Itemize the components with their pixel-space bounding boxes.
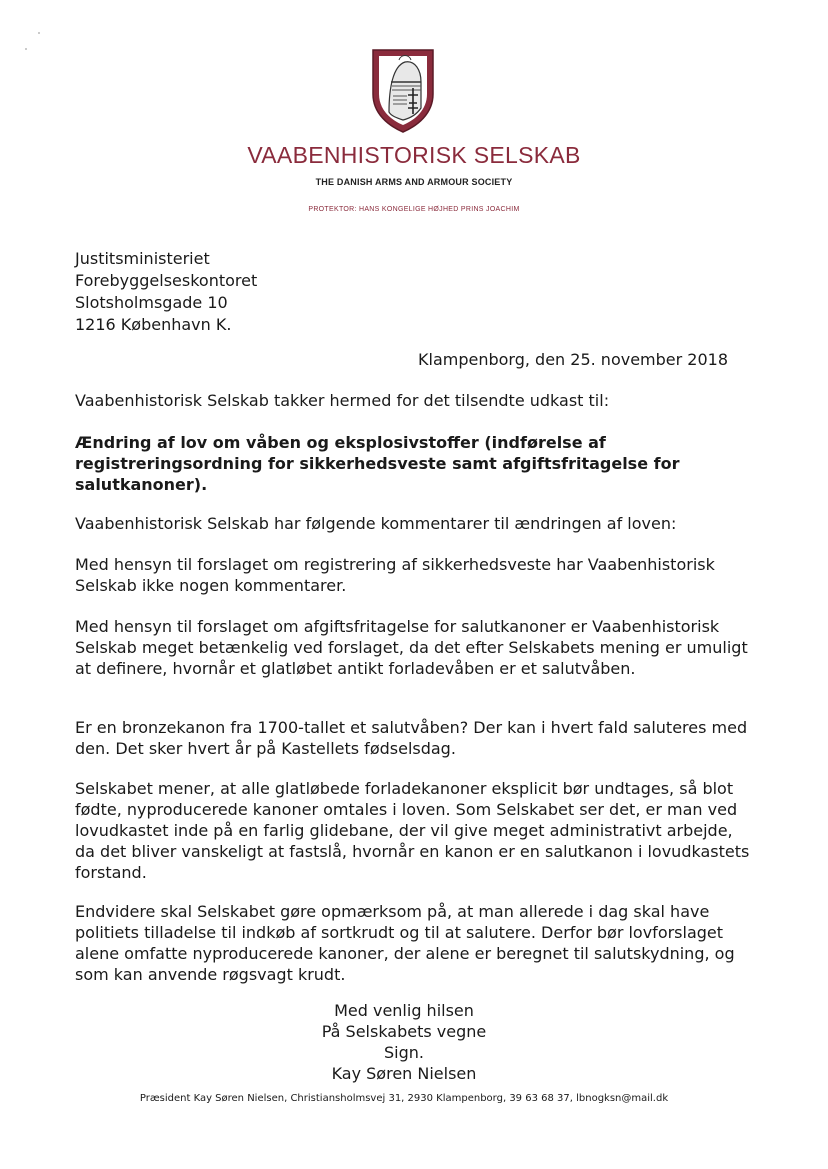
scan-speck (38, 32, 40, 34)
paragraph: Endvidere skal Selskabet gøre opmærksom på, at man allerede i dag skal have politiets tilladelse til indkøb af sortkrudt og til at salutere. Derfor bør lovforslaget alene omfatte nyproducerede kanoner, der alene er beregnet til salutskydning, og som kan anvende røgsvagt krudt. (75, 902, 735, 984)
scan-speck (25, 48, 27, 50)
society-name-english: THE DANISH ARMS AND ARMOUR SOCIETY (315, 177, 513, 187)
society-name: VAABENHISTORISK SELSKAB (247, 142, 581, 168)
helmet-crest-icon (371, 48, 435, 134)
closing-greeting: Med venlig hilsen (334, 1001, 474, 1020)
closing-sign: Sign. (384, 1043, 424, 1062)
dateline: Klampenborg, den 25. november 2018 (418, 350, 729, 369)
closing-block (0, 1000, 808, 1084)
recipient-address (75, 248, 257, 336)
recipient-line: Justitsministeriet (75, 249, 210, 268)
protektor-line: PROTEKTOR: HANS KONGELIGE HØJHED PRINS JOACHIM (308, 206, 520, 213)
paragraph: Med hensyn til forslaget om afgiftsfritagelse for salutkanoner er Vaabenhistorisk Selskab meget betænkelig ved forslaget, da det efter Selskabets mening er umuligt at definere, hvornår et glatløbet antikt forladevåben er et salutvåben. (75, 617, 748, 678)
signer-name: Kay Søren Nielsen (331, 1064, 477, 1083)
recipient-line: 1216 København K. (75, 315, 232, 334)
paragraph: Selskabet mener, at alle glatløbede forladekanoner eksplicit bør undtages, så blot fødte, nyproducerede kanoner omtales i loven. Som Selskabet ser det, er man ved lovudkastet inde på en farlig glidebane, der vil give meget administrativt arbejde, da det bliver vanskeligt at fastslå, hvornår en kanon er en salutkanon i lovudkastets forstand. (75, 779, 750, 882)
paragraph: Vaabenhistorisk Selskab har følgende kommentarer til ændringen af loven: (75, 514, 677, 533)
recipient-line: Forebyggelseskontoret (75, 271, 258, 290)
recipient-line: Slotsholmsgade 10 (75, 293, 228, 312)
intro-paragraph: Vaabenhistorisk Selskab takker hermed for det tilsendte udkast til: (75, 391, 610, 410)
paragraph: Med hensyn til forslaget om registrering af sikkerhedsveste har Vaabenhistorisk Selskab ikke nogen kommentarer. (75, 555, 715, 595)
footer-contact: Præsident Kay Søren Nielsen, Christiansholmsvej 31, 2930 Klampenborg, 39 63 68 37, lbnogksn@mail.dk (139, 1093, 669, 1104)
subject-heading: Ændring af lov om våben og eksplosivstoffer (indførelse af registreringsordning for sikkerhedsveste samt afgiftsfritagelse for salutkanoner). (75, 433, 680, 494)
closing-behalf: På Selskabets vegne (321, 1022, 487, 1041)
paragraph: Er en bronzekanon fra 1700-tallet et salutvåben? Der kan i hvert fald saluteres med den. Det sker hvert år på Kastellets fødselsdag. (75, 718, 748, 758)
